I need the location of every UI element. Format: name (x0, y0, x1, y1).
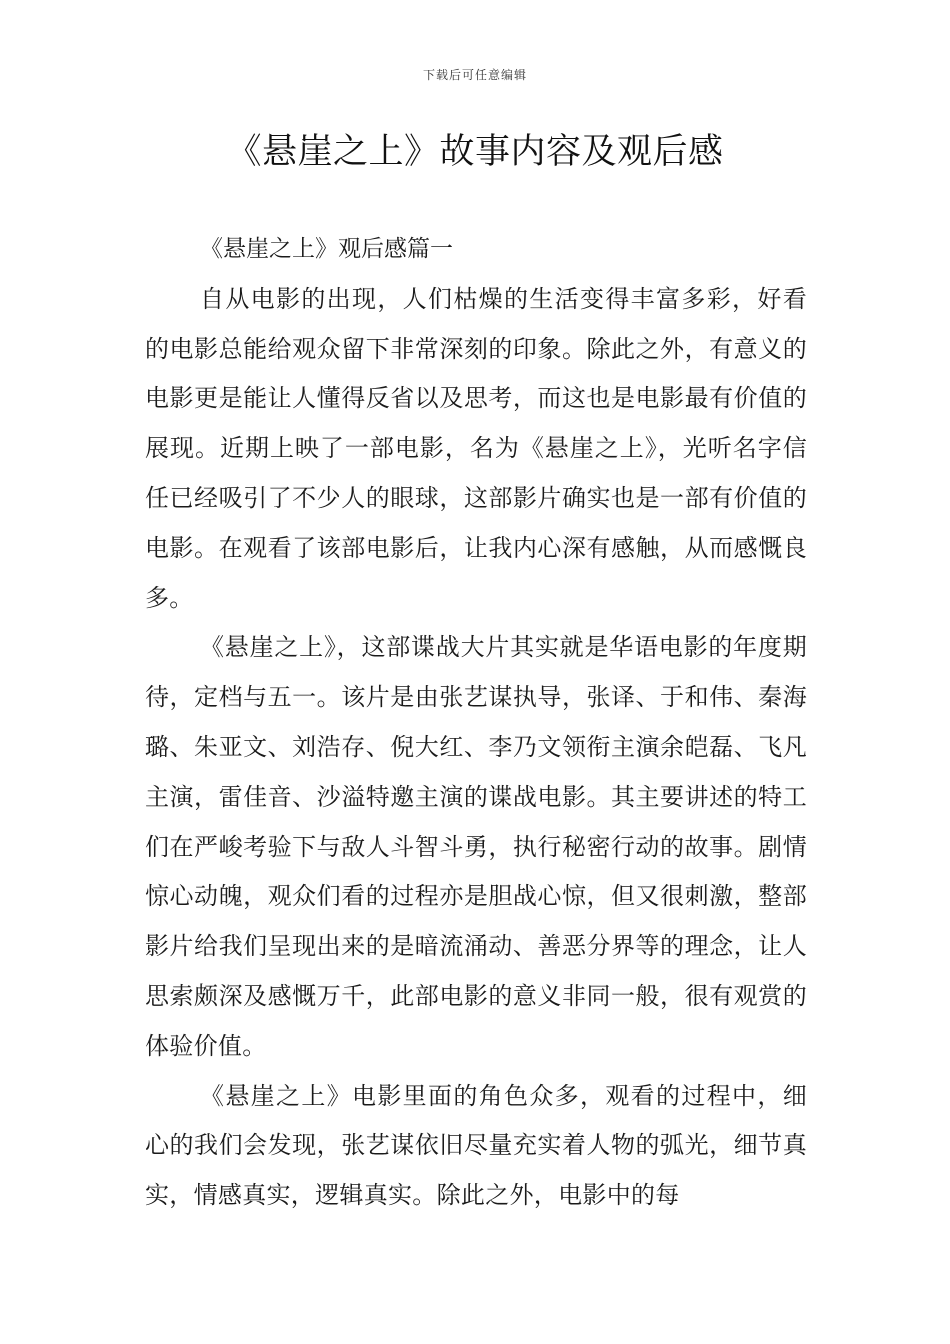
paragraph-2: 《悬崖之上》，这部谍战大片其实就是华语电影的年度期待，定档与五一。该片是由张艺谋执导，张译、于和伟、秦海璐、朱亚文、刘浩存、倪大红、李乃文领衔主演余皑磊、飞凡主演，雷佳音、沙溢特邀主演的谍战电影。其主要讲述的特工们在严峻考验下与敌人斗智斗勇，执行秘密行动的故事。剧情惊心动魄，观众们看的过程亦是胆战心惊，但又很刺激，整部影片给我们呈现出来的是暗流涌动、善恶分界等的理念，让人思索颇深及感慨万千，此部电影的意义非同一般，很有观赏的体验价值。 (145, 633, 807, 1060)
paragraph-1: 自从电影的出现，人们枯燥的生活变得丰富多彩，好看的电影总能给观众留下非常深刻的印象。除此之外，有意义的电影更是能让人懂得反省以及思考，而这也是电影最有价值的展现。近期上映了一部电影，名为《悬崖之上》，光听名字信任已经吸引了不少人的眼球，这部影片确实也是一部有价值的电影。在观看了该部电影后，让我内心深有感触，从而感慨良多。 (145, 284, 807, 612)
paragraph-3: 《悬崖之上》电影里面的角色众多，观看的过程中，细心的我们会发现，张艺谋依旧尽量充实着人物的弧光，细节真实，情感真实，逻辑真实。除此之外，电影中的每 (145, 1081, 807, 1210)
document-title: 《悬崖之上》故事内容及观后感 (226, 132, 724, 172)
document-body (145, 225, 807, 1221)
header-note: 下载后可任意编辑 (422, 68, 527, 82)
section-heading: 《悬崖之上》观后感篇一 (200, 236, 453, 262)
